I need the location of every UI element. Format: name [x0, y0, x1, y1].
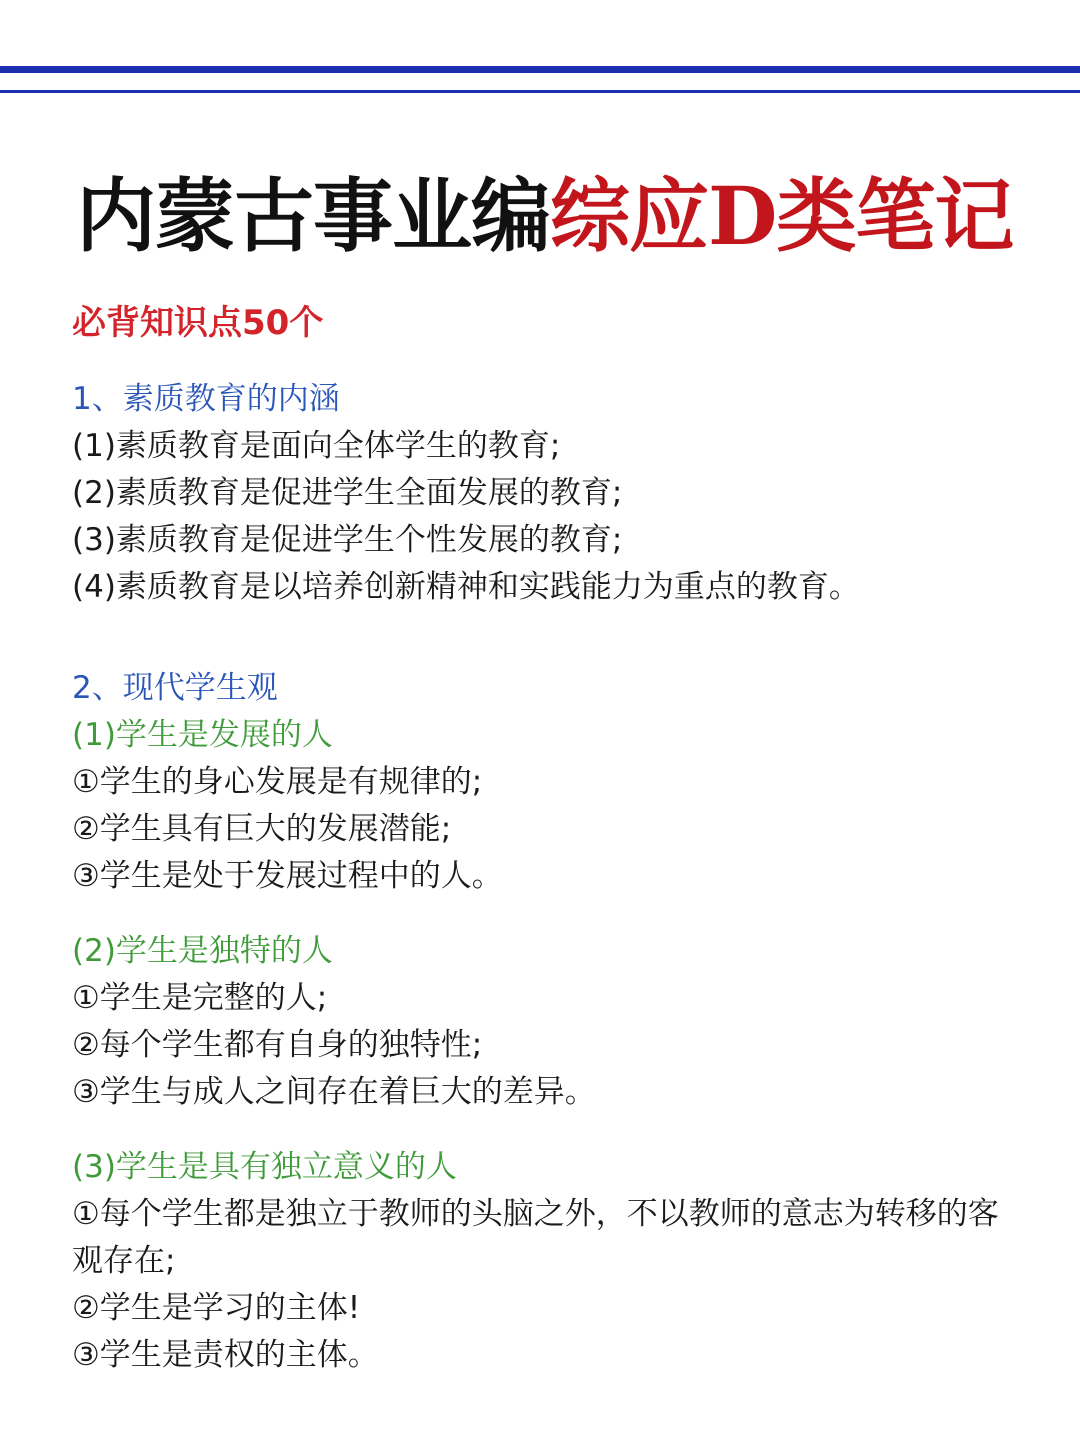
sub-2-heading: (2)学生是独特的人 [72, 933, 333, 969]
notes-content [72, 376, 1032, 1379]
sub-spacer [72, 1116, 1032, 1144]
sub-spacer [72, 900, 1032, 928]
page-subtitle: 必背知识点50个 [72, 303, 324, 343]
top-border-thick [0, 66, 1080, 73]
sub-2-item: ③学生与成人之间存在着巨大的差异。 [72, 1074, 596, 1110]
title-red-part: 综应D类笔记 [550, 169, 1014, 263]
sub-1-heading: (1)学生是发展的人 [72, 717, 333, 753]
sub-1-item: ①学生的身心发展是有规律的; [72, 764, 483, 800]
title-black-part: 内蒙古事业编 [76, 169, 550, 263]
sub-1-item: ②学生具有巨大的发展潜能; [72, 811, 452, 847]
sub-3-item: ③学生是责权的主体。 [72, 1337, 379, 1373]
page-title [76, 168, 1036, 264]
section-1-item: (2)素质教育是促进学生全面发展的教育; [72, 475, 623, 511]
sub-3-heading: (3)学生是具有独立意义的人 [72, 1149, 457, 1185]
section-1-item: (4)素质教育是以培养创新精神和实践能力为重点的教育。 [72, 569, 860, 605]
section-spacer [72, 611, 1032, 665]
sub-2-item: ①学生是完整的人; [72, 980, 328, 1016]
top-border-thin [0, 90, 1080, 93]
sub-2-item: ②每个学生都有自身的独特性; [72, 1027, 483, 1063]
section-2-heading: 2、现代学生观 [72, 670, 278, 706]
sub-1-item: ③学生是处于发展过程中的人。 [72, 858, 503, 894]
section-1-item: (1)素质教育是面向全体学生的教育; [72, 428, 561, 464]
section-1-item: (3)素质教育是促进学生个性发展的教育; [72, 522, 623, 558]
section-1-heading: 1、素质教育的内涵 [72, 381, 340, 417]
sub-3-item: ②学生是学习的主体! [72, 1290, 361, 1326]
sub-3-item: ①每个学生都是独立于教师的头脑之外，不以教师的意志为转移的客观存在; [72, 1196, 999, 1279]
